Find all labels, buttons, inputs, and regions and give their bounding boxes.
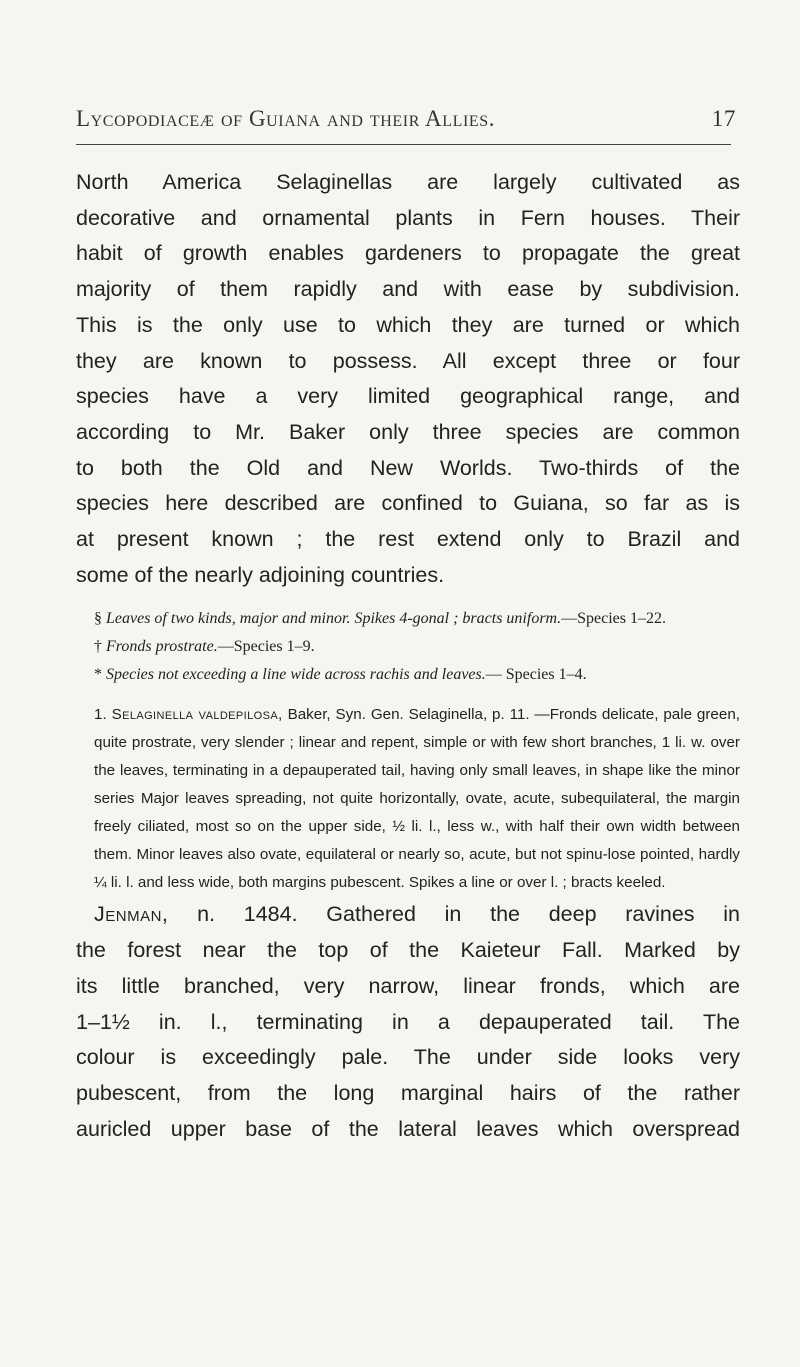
text-line: its little branched, very narrow, linear fronds, which are <box>76 973 740 998</box>
species-number: 1. <box>94 706 107 724</box>
species-name: Selaginella valdepilosa, <box>111 706 283 724</box>
text-line: they are known to possess. All except three or four <box>76 348 740 373</box>
intro-paragraph <box>76 165 740 593</box>
text-line: the forest near the top of the Kaieteur Fall. Marked by <box>76 938 740 963</box>
body-text <box>76 165 740 1147</box>
dagger-mark: † <box>94 638 102 656</box>
page-number: 17 <box>711 106 736 131</box>
section-mark: § <box>94 610 102 628</box>
text-line: according to Mr. Baker only three species are common <box>76 419 740 444</box>
line-text: n. 1484. Gathered in the deep ravines in <box>168 902 740 927</box>
text-line: habit of growth enables gardeners to propagate the great <box>76 241 740 266</box>
key-plain: —Species 1–9. <box>217 638 315 656</box>
text-line: decorative and ornamental plants in Fern houses. Their <box>76 205 740 230</box>
text-line: auricled upper base of the lateral leaves which overspread <box>76 1116 740 1141</box>
text-line: to both the Old and New Worlds. Two-thirds of the <box>76 455 740 480</box>
species-description <box>76 701 740 897</box>
jenman-paragraph <box>76 897 740 1147</box>
running-title: Lycopodiaceæ of Guiana and their Allies. <box>76 106 496 131</box>
text-line: This is the only use to which they are turned or which <box>76 312 740 337</box>
text-line: North America Selaginellas are largely cultivated as <box>76 170 740 194</box>
classification-key <box>76 605 740 689</box>
key-plain: —Species 1–22. <box>561 610 666 628</box>
key-plain: — Species 1–4. <box>485 666 587 684</box>
text-line <box>76 897 740 933</box>
text-line: at present known ; the rest extend only to Brazil and <box>76 527 740 552</box>
key-italic: Fronds prostrate. <box>106 638 218 656</box>
running-head <box>76 106 736 132</box>
species-text: —Fronds delicate, pale green, quite prostrate, very slender ; linear and repent, simple or with few short branches, 1 li. w. over the leaves, terminating in a depauperated tail, having only small leaves, in shape like the minor series Major leaves spreading, not quite horizontally, ovate, acute, subequilateral, the margin freely ciliated, most so on the upper side, ½ li. l., less w., with half their own width between them. Minor leaves also ovate, equilateral or nearly so, acute, but not spinu-lose pointed, hardly ¼ li. l. and less wide, both margins pubescent. Spikes a line or over l. ; bracts keeled. <box>94 706 740 892</box>
text-line: species here described are confined to Guiana, so far as is <box>76 491 740 516</box>
text-line: some of the nearly adjoining countries. <box>76 562 445 587</box>
text-line: 1–1½ in. l., terminating in a depauperated tail. The <box>76 1009 740 1034</box>
key-line-species <box>76 661 740 689</box>
text-line: pubescent, from the long marginal hairs of the rather <box>76 1080 740 1105</box>
text-line: majority of them rapidly and with ease by subdivision. <box>76 277 740 302</box>
key-italic: Species not exceeding a line wide across rachis and leaves. <box>106 666 486 684</box>
text-line: species have a very limited geographical range, and <box>76 384 740 409</box>
key-italic: Leaves of two kinds, major and minor. Spikes 4-gonal ; bracts uniform. <box>106 610 562 628</box>
collector-name: Jenman, <box>94 902 169 927</box>
species-authority: Baker, Syn. Gen. Selaginella, p. 11. <box>287 706 530 724</box>
key-line-fronds <box>76 633 740 661</box>
asterisk-mark: * <box>94 666 102 684</box>
key-line-leaves <box>76 605 740 633</box>
text-line: colour is exceedingly pale. The under side looks very <box>76 1045 740 1070</box>
header-rule <box>76 144 731 145</box>
